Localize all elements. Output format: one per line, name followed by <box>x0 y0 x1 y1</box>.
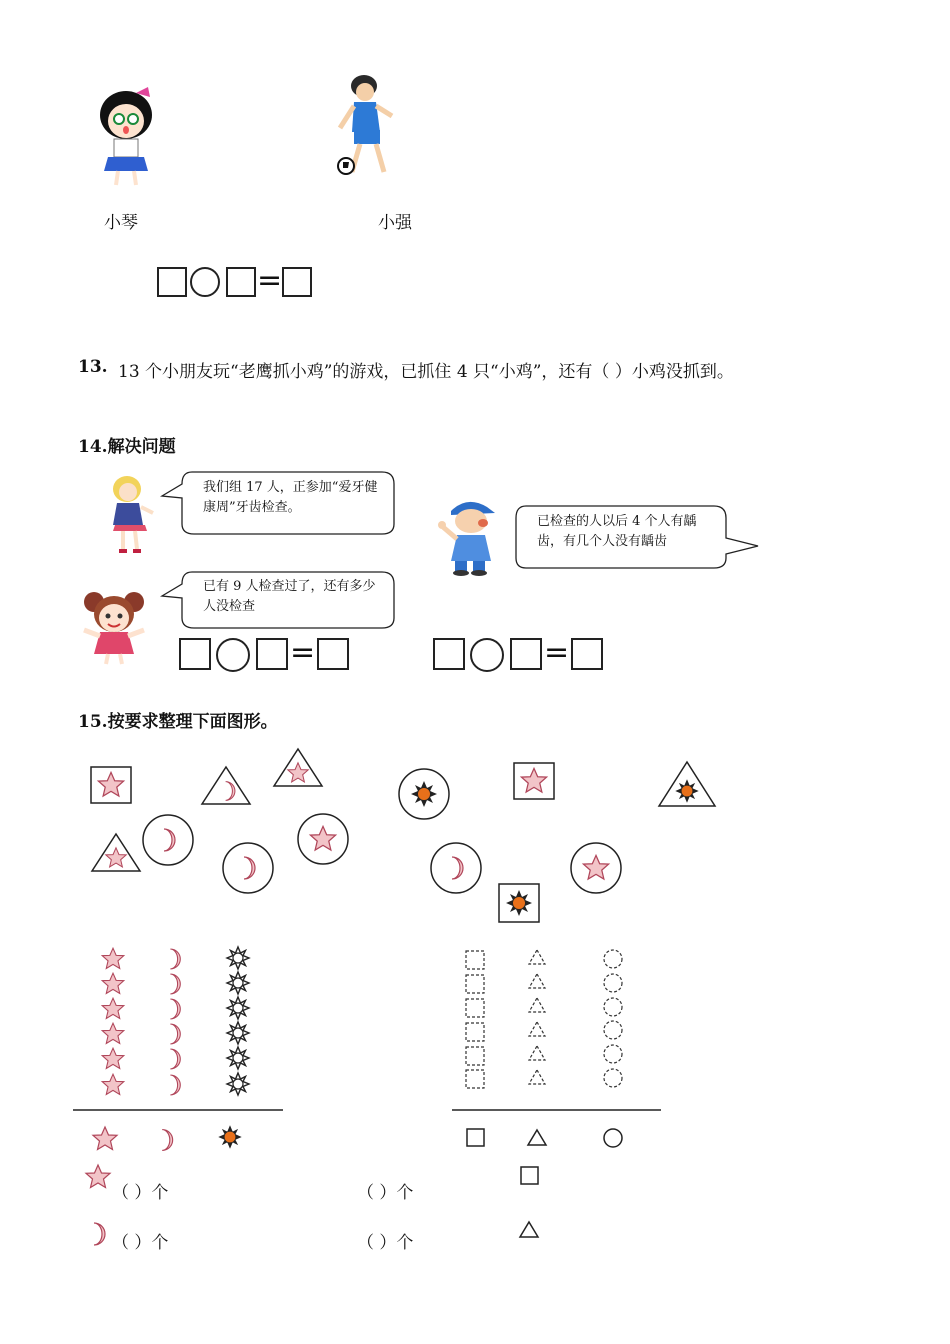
triangle-count-icon <box>519 1220 541 1240</box>
bubble-2-text: 已检查的人以后 4 个人有龋齿，有几个人没有龋齿 <box>537 514 697 549</box>
count-blank[interactable]: （ ）个 <box>357 1183 414 1203</box>
bubble-3-text: 已有 9 人检查过了，还有多少人没检查 <box>203 579 376 614</box>
count-blank[interactable]: （ ）个 <box>357 1233 414 1253</box>
equals-sign: = <box>290 635 316 670</box>
circle-column <box>604 950 622 1087</box>
square-count-icon <box>520 1166 540 1186</box>
q15-title: 15.按要求整理下面图形。 <box>78 712 278 732</box>
equals-sign: = <box>257 263 283 298</box>
square-column <box>466 951 484 1088</box>
q14-title: 14.解决问题 <box>78 437 176 457</box>
shape-axis-labels <box>467 1129 622 1147</box>
moon-count-icon <box>85 1221 111 1247</box>
q13-text: 13 个小朋友玩“老鹰抓小鸡”的游戏，已抓住 4 只“小鸡”，还有（ ）小鸡没抓到。 <box>118 362 734 382</box>
girl-name-label: 小琴 <box>104 213 138 233</box>
star-count-blank[interactable]: （ ）个 <box>112 1183 169 1203</box>
moon-count-blank[interactable]: （ ）个 <box>112 1233 169 1253</box>
triangle-column <box>529 950 545 1084</box>
q13-number: 13. <box>78 357 108 377</box>
bubble-1-text: 我们组 17 人，正参加“爱牙健康周”牙齿检查。 <box>203 480 378 515</box>
equals-sign: = <box>544 635 570 670</box>
star-count-icon <box>86 1165 110 1189</box>
boy-name-label: 小强 <box>378 213 412 233</box>
